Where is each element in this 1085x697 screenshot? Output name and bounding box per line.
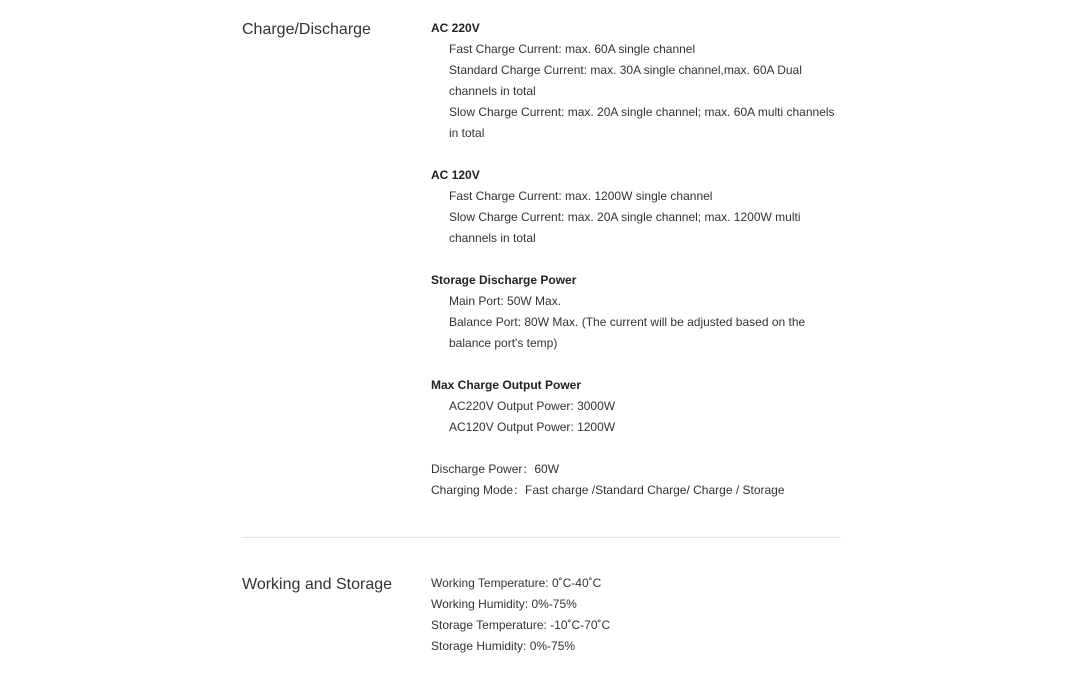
spec-group-extra xyxy=(431,459,841,501)
spec-group-ac120v xyxy=(431,165,841,249)
spec-line: Slow Charge Current: max. 20A single channel; max. 60A multi channels in total xyxy=(449,105,835,140)
section-title: Charge/Discharge xyxy=(242,21,371,38)
spec-line: Standard Charge Current: max. 30A single channel,max. 60A Dual channels in total xyxy=(449,63,802,98)
spec-line: Balance Port: 80W Max. (The current will be adjusted based on the balance port's temp) xyxy=(449,315,806,350)
spec-line: Working Humidity: 0%-75% xyxy=(431,597,577,611)
section-body xyxy=(431,18,841,501)
spec-line: Storage Temperature: -10˚C-70˚C xyxy=(431,618,611,632)
group-title: Storage Discharge Power xyxy=(431,273,577,287)
spec-group-storage-discharge xyxy=(431,270,841,354)
group-title: AC 220V xyxy=(431,21,480,35)
spec-line: Working Temperature: 0˚C-40˚C xyxy=(431,576,602,590)
spec-line: Storage Humidity: 0%-75% xyxy=(431,639,576,653)
spec-group-ac220v xyxy=(431,18,841,144)
section-title: Working and Storage xyxy=(242,576,393,593)
spec-line: Discharge Power：60W xyxy=(431,462,560,476)
spec-line: Main Port: 50W Max. xyxy=(449,294,562,308)
group-title: Max Charge Output Power xyxy=(431,378,582,392)
spec-line: Charging Mode：Fast charge /Standard Charge/ Charge / Storage xyxy=(431,483,785,497)
spec-line: Fast Charge Current: max. 1200W single channel xyxy=(449,189,713,203)
spec-line: AC120V Output Power: 1200W xyxy=(449,420,616,434)
group-title: AC 120V xyxy=(431,168,480,182)
spec-line: AC220V Output Power: 3000W xyxy=(449,399,616,413)
section-divider xyxy=(242,537,841,538)
spec-group-max-charge-output xyxy=(431,375,841,438)
spec-line: Slow Charge Current: max. 20A single channel; max. 1200W multi channels in total xyxy=(449,210,801,245)
section-body xyxy=(431,573,841,657)
spec-line: Fast Charge Current: max. 60A single channel xyxy=(449,42,696,56)
